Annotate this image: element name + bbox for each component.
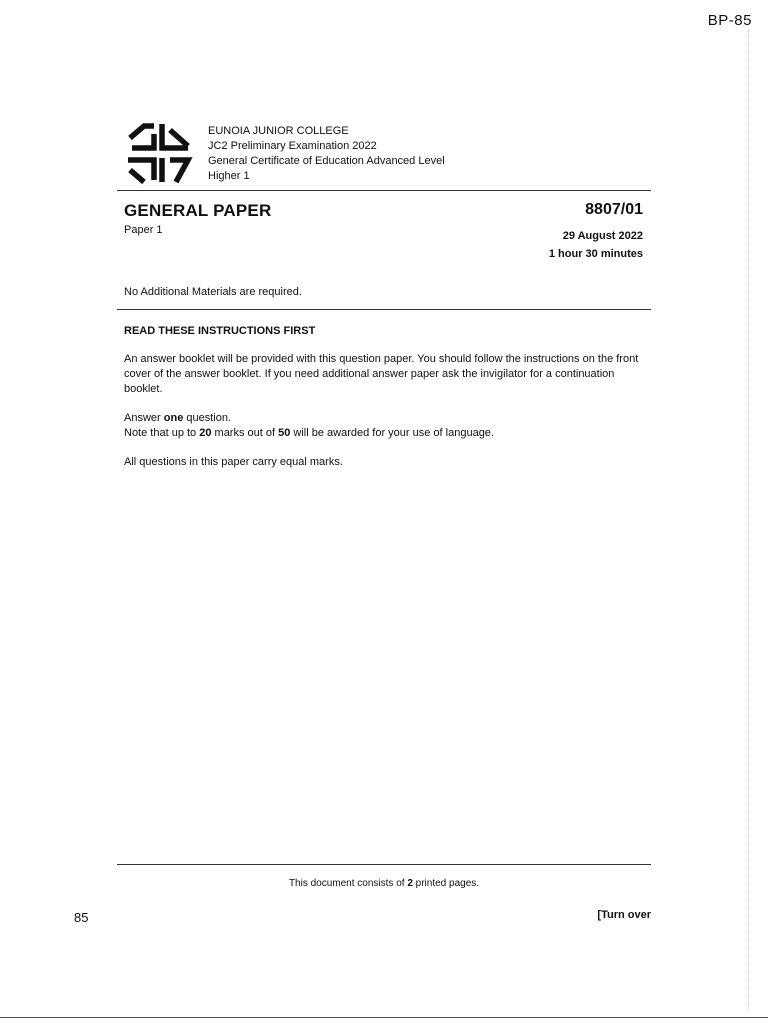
scan-edge-bottom <box>0 1017 768 1018</box>
syllabus-code: 8807/01 <box>585 201 643 218</box>
exam-title: JC2 Preliminary Examination 2022 <box>208 140 377 152</box>
language-marks-line: Note that up to 20 marks out of 50 will be awarded for your use of language. <box>124 427 494 439</box>
booklet-instructions: An answer booklet will be provided with this question paper. You should follow the instructions on the front cover of the answer booklet. If you need additional answer paper ask the invigilator for a continuation booklet. <box>124 353 639 395</box>
page-number: 85 <box>74 910 89 925</box>
exam-date: 29 August 2022 <box>562 230 643 242</box>
turn-over-note: [Turn over <box>597 909 651 921</box>
scan-edge-right <box>748 30 749 1010</box>
page-count-note: This document consists of 2 printed pages. <box>288 878 480 889</box>
level-label: Higher 1 <box>208 170 250 182</box>
materials-note: No Additional Materials are required. <box>124 286 302 298</box>
answer-instructions <box>124 411 646 441</box>
college-crest-icon <box>124 120 194 186</box>
certificate-title: General Certificate of Education Advanced Level <box>208 155 445 167</box>
college-name: EUNOIA JUNIOR COLLEGE <box>208 125 349 137</box>
equal-marks-note: All questions in this paper carry equal marks. <box>124 456 343 468</box>
divider-bottom <box>117 864 651 865</box>
divider-middle <box>117 309 651 310</box>
exam-duration: 1 hour 30 minutes <box>548 248 643 260</box>
college-header <box>208 124 445 184</box>
paper-name: Paper 1 <box>124 224 163 236</box>
subject-title: GENERAL PAPER <box>124 201 272 220</box>
instructions-heading: READ THESE INSTRUCTIONS FIRST <box>124 325 316 337</box>
answer-count-line: Answer one question. <box>124 412 232 424</box>
document-code: BP-85 <box>707 12 752 29</box>
divider-top <box>117 190 651 191</box>
